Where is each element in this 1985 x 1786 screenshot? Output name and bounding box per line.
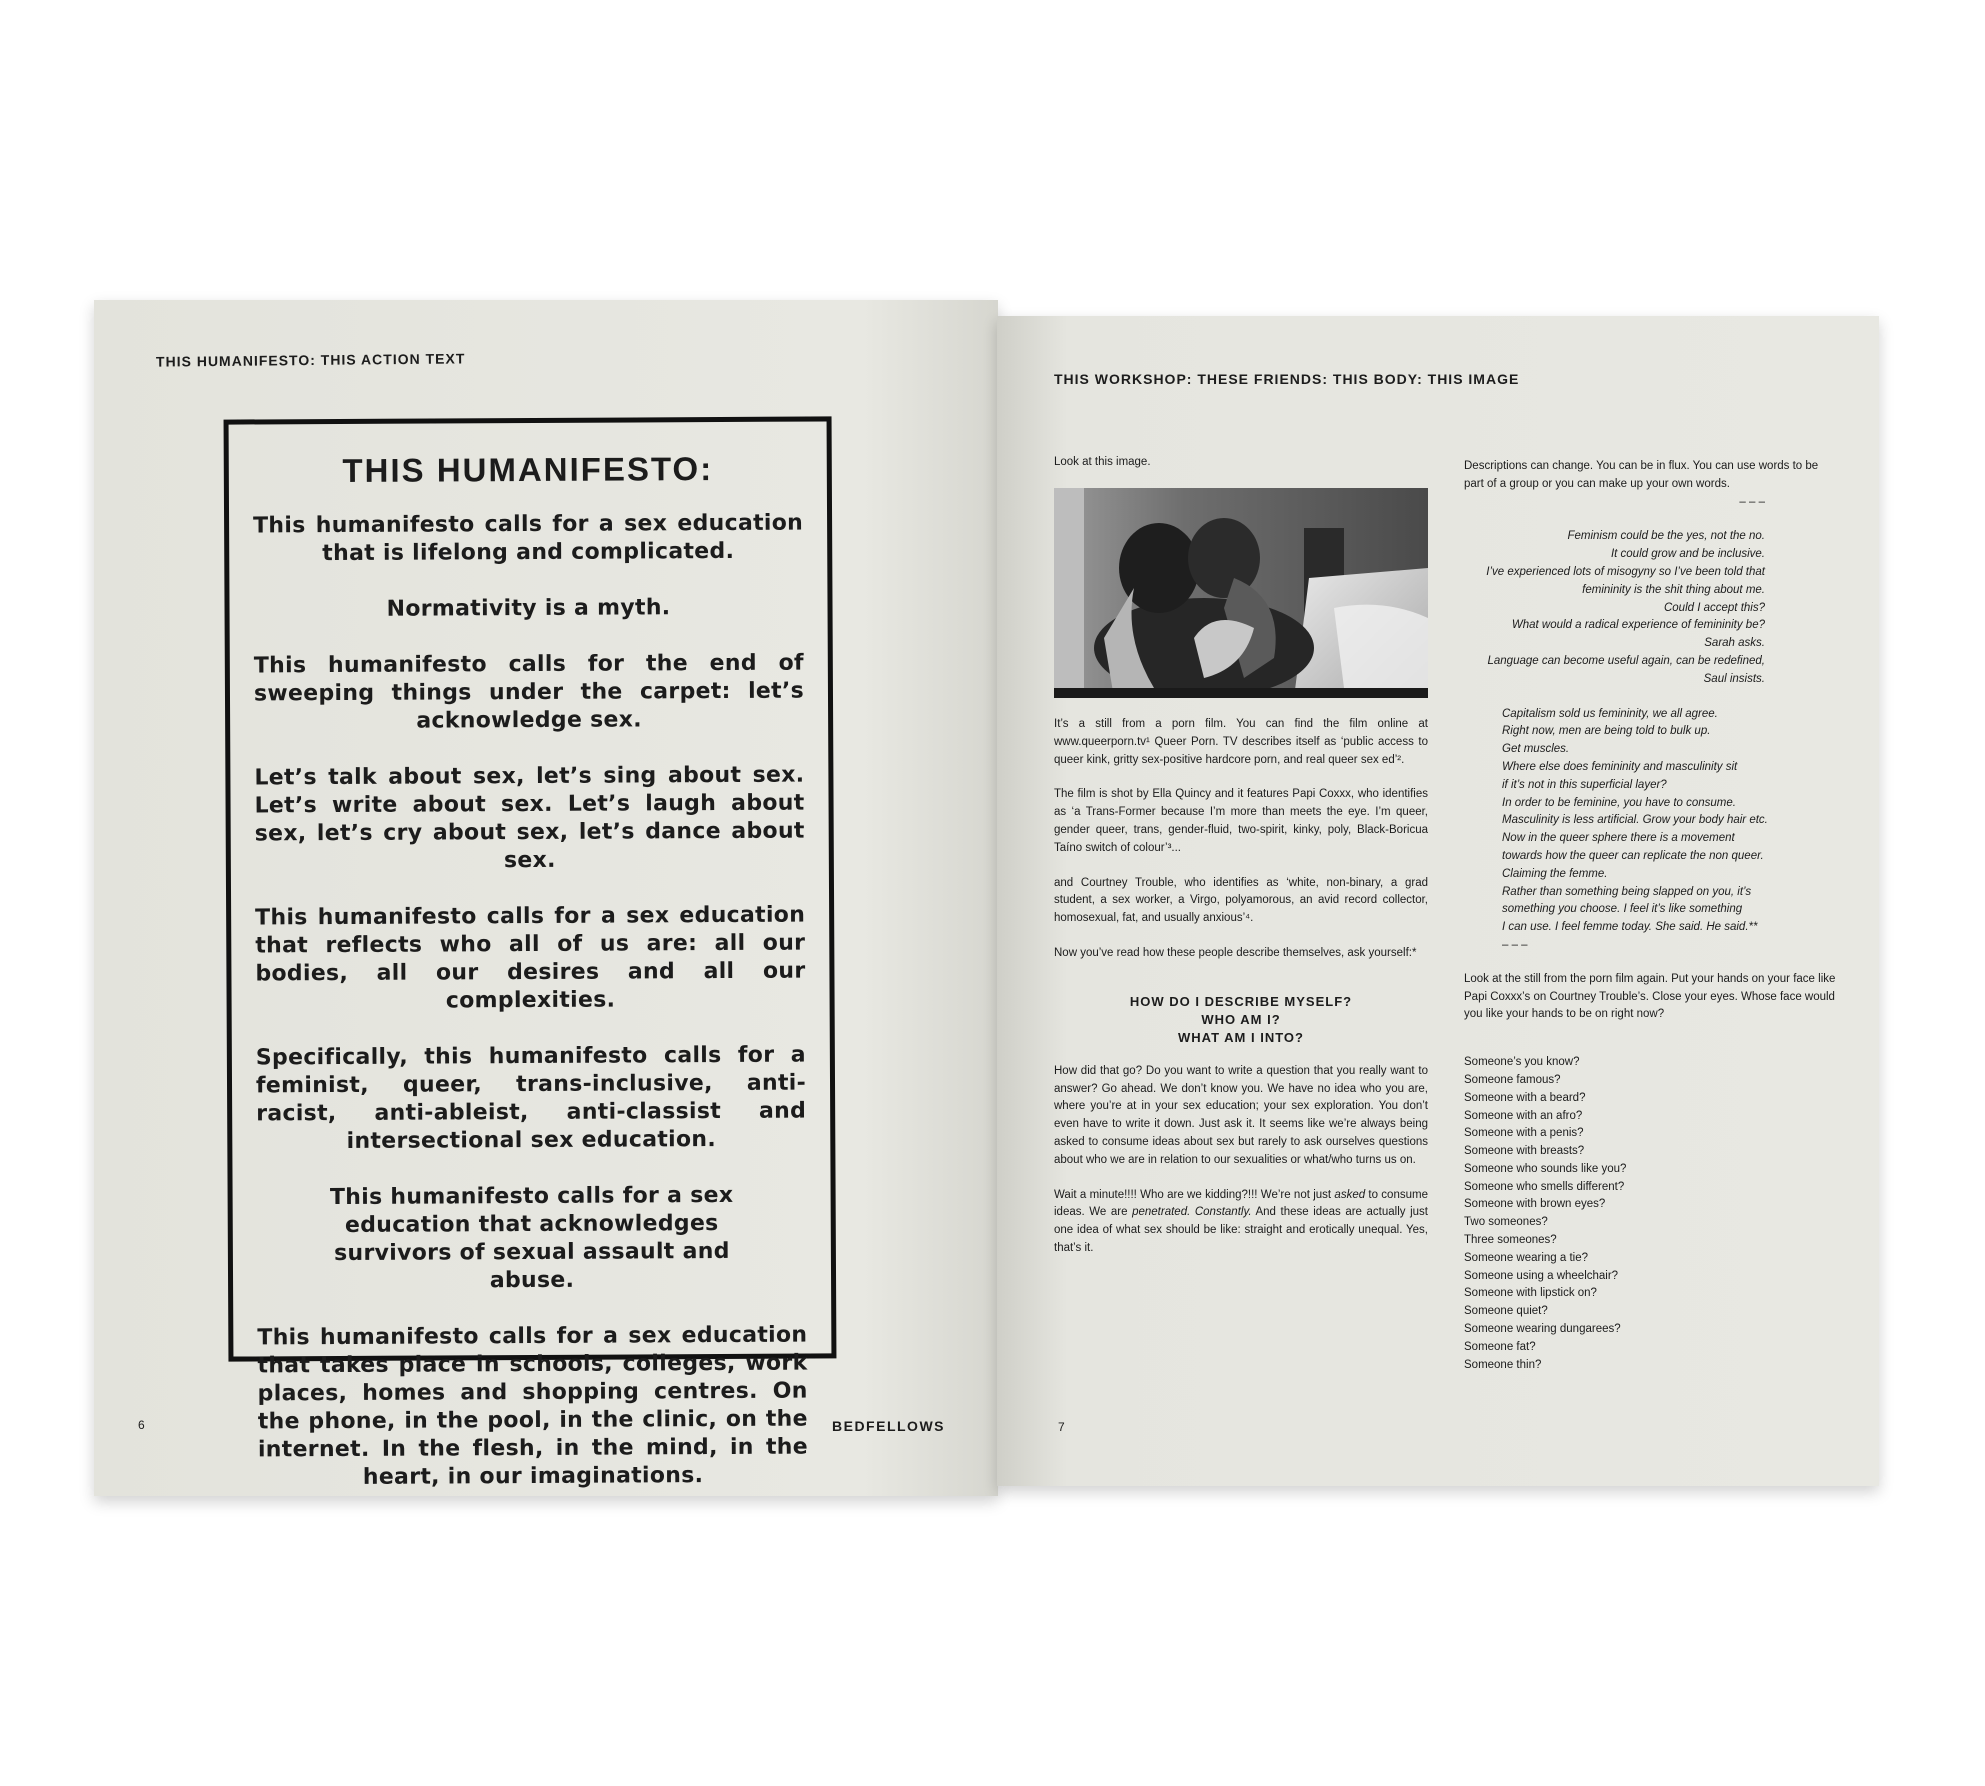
quote-line: Masculinity is less artificial. Grow your body hair etc. [1502, 814, 1768, 827]
right-column-1-body [1054, 716, 1428, 1275]
paragraph-ask: Now you’ve read how these people describe themselves, ask yourself:* [1054, 946, 1417, 959]
question-line: WHAT AM I INTO? [1178, 1029, 1304, 1045]
quote-line: Capitalism sold us femininity, we all agree. [1502, 707, 1718, 720]
quote-line: Feminism could be the yes, not the no. [1567, 530, 1765, 543]
brand-footer: BEDFELLOWS [832, 1418, 945, 1434]
manifesto-paragraph: Let’s talk about sex, let’s sing about sex. Let’s write about sex. Let’s laugh about sex, let’s cry about sex, let’s dance about sex. [254, 762, 805, 874]
quote-line: Could I accept this? [1663, 601, 1765, 614]
manifesto-paragraph: This humanifesto calls for a sex education that acknowledges survivors of sexual assault and abuse. [329, 1182, 734, 1294]
quote-line: Now in the queer sphere there is a movement [1502, 832, 1735, 845]
list-item: Someone with an afro? [1464, 1109, 1583, 1122]
quote-line: towards how the queer can replicate the non queer. [1502, 849, 1764, 862]
paragraph-descriptions: Descriptions can change. You can be in flux. You can use words to be part of a group or you can make up your own words. [1464, 460, 1819, 490]
left-running-head: THIS HUMANIFESTO: THIS ACTION TEXT [155, 350, 466, 370]
film-still-image [1054, 488, 1428, 698]
list-item: Someone wearing dungarees? [1464, 1323, 1621, 1336]
italic-run: asked [1334, 1188, 1366, 1201]
list-item: Someone’s you know? [1464, 1056, 1580, 1069]
manifesto-title: THIS HUMANIFESTO: [342, 450, 714, 489]
quote-line: It could grow and be inclusive. [1610, 548, 1765, 561]
page-number-right: 7 [1058, 1420, 1065, 1434]
right-column-2 [1464, 458, 1839, 1374]
list-item: Someone with lipstick on? [1464, 1287, 1597, 1300]
quote-line: Sarah asks. [1704, 637, 1765, 650]
separator: – – – [1739, 495, 1765, 508]
list-item: Someone wearing a tie? [1464, 1251, 1589, 1264]
list-item: Someone who smells different? [1464, 1180, 1625, 1193]
list-item: Someone who sounds like you? [1464, 1162, 1627, 1175]
quote-line: In order to be feminine, you have to consume. [1502, 796, 1736, 809]
quote-line: Claiming the femme. [1502, 867, 1608, 880]
manifesto-paragraph: This humanifesto calls for the end of sweeping things under the carpet: let’s acknowledge sex. [253, 650, 805, 734]
list-item: Someone with brown eyes? [1464, 1198, 1606, 1211]
list-item: Someone fat? [1464, 1340, 1536, 1353]
question-heading [1054, 993, 1428, 1047]
page-number-left: 6 [138, 1418, 145, 1432]
manifesto-paragraph: Specifically, this humanifesto calls for a feminist, queer, trans-inclusive, anti-racist, anti-ableist, anti-classist and intersectional sex education. [255, 1042, 807, 1154]
film-still-photo [1054, 488, 1428, 698]
intro-text: Look at this image. [1054, 456, 1151, 468]
paragraph-courtney: and Courtney Trouble, who identifies as ‘white, non-binary, a grad student, a sex worker, a Virgo, polyamorous, an avid record collector, homosexual, fat, and usually anxious’⁴. [1054, 876, 1428, 925]
right-column-1 [1054, 454, 1428, 489]
text-run: Wait a minute!!!! Who are we kidding?!!! We’re not just [1054, 1188, 1335, 1201]
list-item: Someone quiet? [1464, 1305, 1548, 1318]
quote-block-sarah-saul [1464, 528, 1839, 688]
quote-line: Get muscles. [1502, 743, 1570, 756]
paragraph-wait-a-minute [1054, 1187, 1428, 1258]
separator: – – – [1502, 938, 1528, 951]
list-item: Someone with breasts? [1464, 1145, 1585, 1158]
quote-line: Saul insists. [1703, 672, 1765, 685]
paragraph-film: It’s a still from a porn film. You can find the film online at www.queerporn.tv¹ Queer Porn. TV describes itself as ‘public access to queer kink, gritty sex-positive hardcore porn, and real queer sex ed’². [1054, 718, 1428, 766]
manifesto-paragraph: Normativity is a myth. [386, 595, 671, 622]
quote-line: I can use. I feel femme today. She said. He said.** [1502, 921, 1758, 934]
quote-block-femininity [1464, 706, 1839, 937]
list-item: Three someones? [1464, 1234, 1557, 1247]
question-line: WHO AM I? [1201, 1011, 1281, 1027]
paragraph-look-again: Look at the still from the porn film again. Put your hands on your face like Papi Coxxx’s on Courtney Trouble’s. Close your eyes. Whose face would you like your hands to be on right now? [1464, 972, 1836, 1021]
question-line: HOW DO I DESCRIBE MYSELF? [1129, 993, 1353, 1009]
right-page [997, 316, 1879, 1486]
list-item: Two someones? [1464, 1216, 1548, 1229]
manifesto-paragraph: This humanifesto calls for a sex education that takes place in schools, colleges, work places, homes and shopping centres. On the phone, in the pool, in the clinic, on the internet. In the flesh, in the mind, in the heart, in our imaginations. [257, 1322, 808, 1490]
list-item: Someone thin? [1464, 1358, 1542, 1371]
list-item: Someone with a beard? [1464, 1091, 1586, 1104]
quote-line: What would a radical experience of femininity be? [1511, 619, 1765, 632]
right-running-head: THIS WORKSHOP: THESE FRIENDS: THIS BODY: THIS IMAGE [1054, 371, 1520, 387]
quote-line: femininity is the shit thing about me. [1582, 583, 1765, 596]
manifesto-paragraph: This humanifesto calls for a sex education that reflects who all of us are: all our bodies, all our desires and all our complexities. [255, 902, 806, 1014]
quote-line: Language can become useful again, can be redefined, [1487, 654, 1765, 667]
list-item: Someone with a penis? [1464, 1127, 1584, 1140]
quote-line: I’ve experienced lots of misogyny so I’ve been told that [1486, 565, 1765, 578]
list-item: Someone using a wheelchair? [1464, 1269, 1619, 1282]
quote-line: something you choose. I feel it’s like something [1502, 903, 1743, 916]
manifesto-paragraph: This humanifesto calls for a sex education that is lifelong and complicated. [253, 510, 804, 567]
text-run: And these ideas are actually just one idea of what sex should be like: straight and erotically unequal. Yes, that’s it. [1054, 1206, 1428, 1254]
paragraph-how-did-that-go: How did that go? Do you want to write a question that you really want to answer? Go ahead. We don’t know you. We have no idea who you are, where you’re at in your sex education; your sex exploration. You don’t even have to write it down. Just ask it. It seems like we’re always being asked to consume ideas about sex but rarely to ask ourselves questions about who we are in relation to our sexualities or what/who turns us on. [1054, 1064, 1428, 1166]
quote-line: Right now, men are being told to bulk up. [1502, 725, 1711, 738]
left-page [94, 300, 998, 1496]
quote-line: if it’s not in this superficial layer? [1502, 778, 1667, 791]
italic-run: penetrated. Constantly. [1132, 1206, 1252, 1219]
list-item: Someone famous? [1464, 1073, 1561, 1086]
text-run: to consume ideas. We are [1054, 1188, 1428, 1219]
someone-list [1464, 1054, 1839, 1374]
paragraph-papi: The film is shot by Ella Quincy and it features Papi Coxxx, who identifies as ‘a Trans-Former because I’m more than meets the eye. I’m queer, gender queer, trans, gender-fluid, two-spirit, kinky, poly, Black-Boricua Taíno switch of colour’³... [1054, 788, 1428, 854]
quote-line: Where else does femininity and masculinity sit [1502, 760, 1738, 773]
manifesto-box [224, 416, 837, 1490]
quote-line: Rather than something being slapped on you, it’s [1502, 885, 1752, 898]
